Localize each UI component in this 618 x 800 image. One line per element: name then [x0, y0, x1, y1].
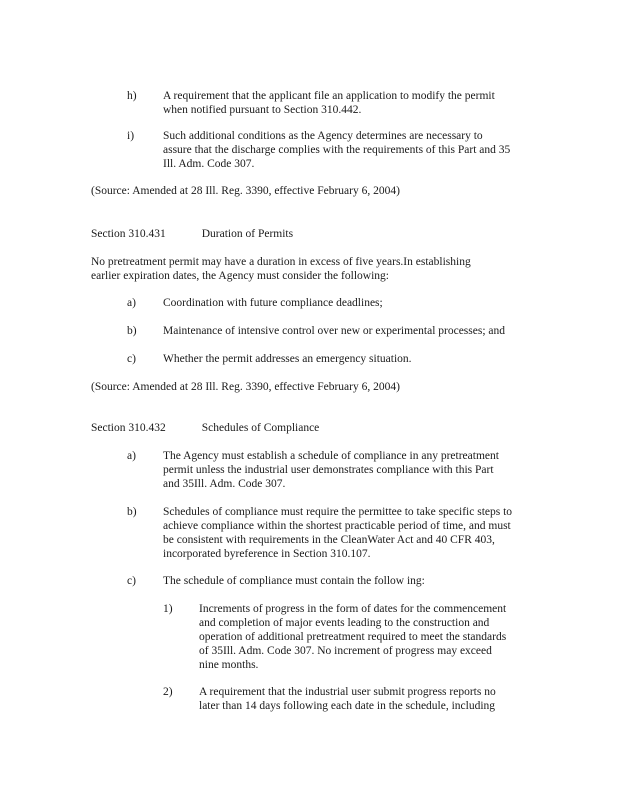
- subitem-label: 2): [163, 686, 173, 698]
- item-label: i): [127, 130, 135, 142]
- item-text: The schedule of compliance must contain the follow ing:: [163, 575, 425, 587]
- item-label: h): [127, 90, 137, 102]
- section-heading: [91, 421, 319, 435]
- section-number: Section 310.432: [91, 422, 166, 434]
- item-label: c): [127, 575, 136, 587]
- item-label: a): [127, 450, 136, 462]
- item-label: a): [127, 297, 136, 309]
- subitem-label: 1): [163, 603, 173, 615]
- item-label: b): [127, 325, 137, 337]
- item-text: Schedules of compliance must require the permittee to take specific steps to achieve compliance within the shortest practicable period of time, and must be consistent with requirements in the CleanWater Act and 40 CFR 403, incorporated byreference in Section 310.107.: [163, 506, 513, 560]
- item-text: Coordination with future compliance deadlines;: [163, 297, 383, 309]
- section-intro: No pretreatment permit may have a duration in excess of five years.In establishing earlier expiration dates, the Agency must consider the following:: [91, 256, 471, 282]
- item-text: Whether the permit addresses an emergency situation.: [163, 353, 412, 365]
- section-number: Section 310.431: [91, 228, 166, 240]
- source-note: (Source: Amended at 28 Ill. Reg. 3390, effective February 6, 2004): [91, 185, 400, 197]
- item-text: A requirement that the applicant file an application to modify the permit when notified pursuant to Section 310.442.: [163, 90, 495, 116]
- item-text: Such additional conditions as the Agency determines are necessary to assure that the discharge complies with the requirements of this Part and 35 Ill. Adm. Code 307.: [163, 130, 511, 170]
- item-label: b): [127, 506, 137, 518]
- subitem-text: A requirement that the industrial user submit progress reports no later than 14 days following each date in the schedule, including: [199, 686, 496, 712]
- section-title: Schedules of Compliance: [201, 422, 320, 434]
- source-note: (Source: Amended at 28 Ill. Reg. 3390, effective February 6, 2004): [91, 381, 400, 393]
- item-text: Maintenance of intensive control over new or experimental processes; and: [163, 325, 506, 337]
- item-text: The Agency must establish a schedule of compliance in any pretreatment permit unless the industrial user demonstrates compliance with this Part and 35Ill. Adm. Code 307.: [163, 450, 499, 490]
- section-heading: [91, 227, 293, 241]
- item-label: c): [127, 353, 136, 365]
- subitem-text: Increments of progress in the form of dates for the commencement and completion of major events leading to the construction and operation of additional pretreatment required to meet the standards of 35Ill. Adm. Code 307. No increment of progress may exceed nine months.: [199, 603, 507, 671]
- section-title: Duration of Permits: [201, 228, 294, 240]
